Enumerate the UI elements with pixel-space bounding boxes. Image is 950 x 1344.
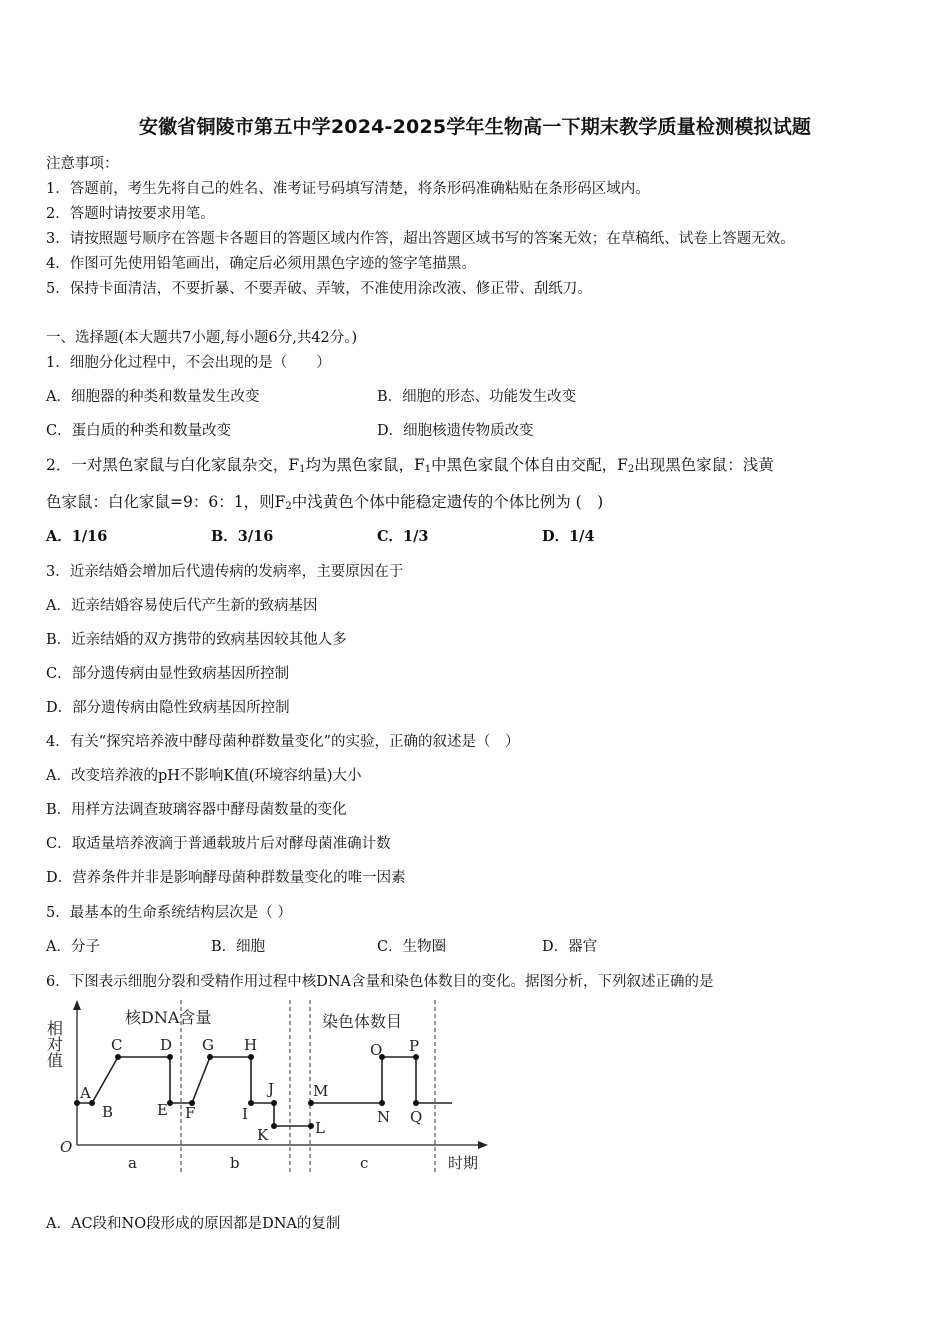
point-L bbox=[308, 1123, 314, 1129]
q4-option-b: B．用样方法调查玻璃容器中酵母菌数量的变化 bbox=[46, 802, 347, 818]
region-label-dna: 核DNA含量 bbox=[125, 1008, 212, 1027]
label-F: F bbox=[185, 1104, 196, 1122]
notice-item-5: 5．保持卡面清洁，不要折暴、不要弄破、弄皱，不准使用涂改液、修正带、刮纸刀。 bbox=[46, 281, 592, 297]
label-H: H bbox=[244, 1036, 258, 1054]
q3-option-b: B．近亲结婚的双方携带的致病基因较其他人多 bbox=[46, 632, 347, 648]
q1-option-c: C．蛋白质的种类和数量改变 bbox=[46, 423, 232, 439]
label-I: I bbox=[242, 1105, 248, 1123]
point-K bbox=[271, 1123, 277, 1129]
y-axis-label: 相对值 bbox=[44, 1020, 64, 1068]
point-N bbox=[379, 1100, 385, 1106]
x-axis-label: 时期 bbox=[448, 1154, 479, 1172]
stage-label-a: a bbox=[128, 1154, 137, 1172]
region-label-chromosome: 染色体数目 bbox=[322, 1012, 403, 1031]
stage-label-b: b bbox=[230, 1154, 240, 1172]
notice-item-3: 3．请按照题号顺序在答题卡各题目的答题区域内作答，超出答题区域书写的答案无效；在草稿纸、试卷上答题无效。 bbox=[46, 231, 795, 247]
q2-option-a: A．1/16 bbox=[46, 528, 108, 545]
q1-option-b: B．细胞的形态、功能发生改变 bbox=[377, 389, 577, 405]
q2-stem-line1: 2．一对黑色家鼠与白化家鼠杂交，$F_1$均为黑色家鼠，$F_1$中黑色家鼠个体自由交配，$F_2$出现黑色家鼠：浅黄 bbox=[46, 456, 774, 475]
notice-item-1: 1．答题前，考生先将自己的姓名、准考证号码填写清楚，将条形码准确粘贴在条形码区域内。 bbox=[46, 181, 650, 197]
point-Q bbox=[413, 1100, 419, 1106]
q5-option-a: A．分子 bbox=[46, 939, 100, 955]
point-I bbox=[248, 1100, 254, 1106]
q6-option-a: A．AC段和NO段形成的原因都是DNA的复制 bbox=[46, 1216, 341, 1232]
section-heading: 一、选择题(本大题共7小题,每小题6分,共42分。) bbox=[46, 330, 358, 346]
label-M: M bbox=[313, 1082, 329, 1100]
label-O: O bbox=[370, 1041, 383, 1059]
q6-stem: 6．下图表示细胞分裂和受精作用过程中核DNA含量和染色体数目的变化。据图分析，下列叙述正确的是 bbox=[46, 974, 714, 990]
q3-option-c: C．部分遗传病由显性致病基因所控制 bbox=[46, 666, 290, 682]
q3-option-a: A．近亲结婚容易使后代产生新的致病基因 bbox=[46, 598, 318, 614]
point-D bbox=[167, 1054, 173, 1060]
chromosome-curve bbox=[311, 1057, 452, 1103]
label-C: C bbox=[111, 1036, 123, 1054]
notice-item-2: 2．答题时请按要求用笔。 bbox=[46, 206, 215, 222]
y-axis-arrow bbox=[73, 1000, 81, 1010]
q4-stem: 4．有关“探究培养液中酵母菌种群数量变化”的实验，正确的叙述是（ ） bbox=[46, 734, 520, 750]
label-B: B bbox=[102, 1103, 114, 1121]
q4-option-a: A．改变培养液的pH不影响K值(环境容纳量)大小 bbox=[46, 768, 362, 784]
label-J: J bbox=[268, 1080, 275, 1098]
x-axis-arrow bbox=[478, 1141, 488, 1149]
point-C bbox=[115, 1054, 121, 1060]
q1-stem: 1．细胞分化过程中，不会出现的是（ ） bbox=[46, 355, 331, 371]
notice-heading: 注意事项： bbox=[46, 156, 119, 172]
notice-item-4: 4．作图可先使用铅笔画出，确定后必须用黑色字迹的签字笔描黑。 bbox=[46, 256, 476, 272]
label-E: E bbox=[157, 1101, 168, 1119]
point-M bbox=[308, 1100, 314, 1106]
point-G bbox=[207, 1054, 213, 1060]
label-D: D bbox=[160, 1036, 173, 1054]
label-K: K bbox=[257, 1126, 269, 1144]
point-J bbox=[271, 1100, 277, 1106]
q2-option-c: C．1/3 bbox=[377, 528, 429, 545]
q3-option-d: D．部分遗传病由隐性致病基因所控制 bbox=[46, 700, 290, 716]
label-A: A bbox=[80, 1084, 91, 1102]
q3-stem: 3．近亲结婚会增加后代遗传病的发病率，主要原因在于 bbox=[46, 564, 404, 580]
q4-option-c: C．取适量培养液滴于普通载玻片后对酵母菌准确计数 bbox=[46, 836, 391, 852]
q5-option-b: B．细胞 bbox=[211, 939, 266, 955]
origin-label: O bbox=[60, 1138, 73, 1156]
q2-option-d: D．1/4 bbox=[542, 528, 595, 545]
label-G: G bbox=[202, 1036, 214, 1054]
q6-figure bbox=[40, 995, 500, 1185]
stage-label-c: c bbox=[360, 1154, 369, 1172]
q1-option-a: A．细胞器的种类和数量发生改变 bbox=[46, 389, 260, 405]
label-Q: Q bbox=[410, 1108, 423, 1126]
label-P: P bbox=[409, 1037, 420, 1055]
q1-option-d: D．细胞核遗传物质改变 bbox=[377, 423, 534, 439]
q2-stem-line2: 色家鼠：白化家鼠=9：6：1，则$F_2$中浅黄色个体中能稳定遗传的个体比例为 ( ) bbox=[46, 493, 604, 512]
label-L: L bbox=[315, 1119, 325, 1137]
q5-stem: 5．最基本的生命系统结构层次是（ ） bbox=[46, 905, 292, 921]
label-N: N bbox=[377, 1108, 391, 1126]
page-title: 安徽省铜陵市第五中学2024-2025学年生物高一下期末教学质量检测模拟试题 bbox=[138, 116, 812, 138]
q5-option-c: C．生物圈 bbox=[377, 939, 447, 955]
q2-option-b: B．3/16 bbox=[211, 528, 274, 545]
point-H bbox=[248, 1054, 254, 1060]
q5-option-d: D．器官 bbox=[542, 939, 598, 955]
q4-option-d: D．营养条件并非是影响酵母菌种群数量变化的唯一因素 bbox=[46, 870, 406, 886]
